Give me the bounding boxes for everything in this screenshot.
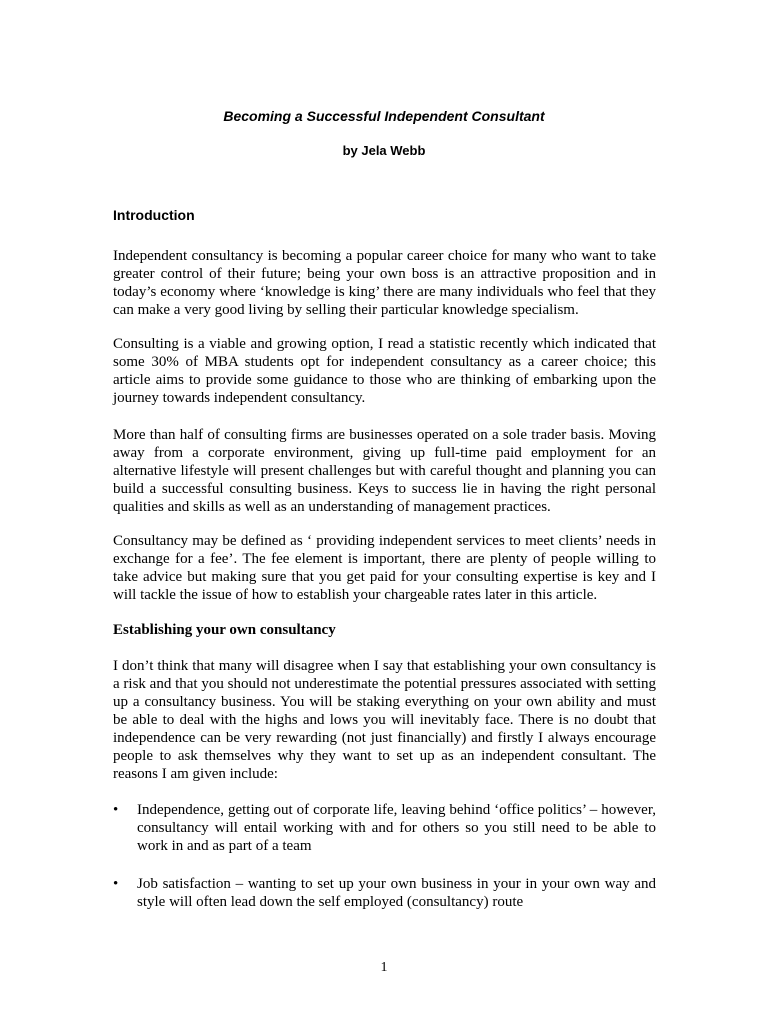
paragraph-establishing: I don’t think that many will disagree when I say that establishing your own consultancy is a risk and that you should not underestimate the potential pressures associated with setting up a consultancy business. You will be staking everything on your own ability and must be able to deal with the highs and lows you will inevitably face. There is no doubt that independence can be very rewarding (not just financially) and firstly I always encourage people to ask themselves why they want to set up as an independent consultant. The reasons I am given include:: [113, 658, 656, 782]
document-author: by Jela Webb: [342, 143, 426, 158]
paragraph-intro-4: Consultancy may be defined as ‘ providing independent services to meet clients’ needs in exchange for a fee’. The fee element is important, there are plenty of people willing to take advice but making sure that you get paid for your consulting expertise is key and I will tackle the issue of how to establish your chargeable rates later in this article.: [113, 533, 656, 603]
bullet-text: Independence, getting out of corporate life, leaving behind ‘office politics’ – however, consultancy will entail working with and for others so you still need to be able to work in and as part of a team: [137, 802, 656, 854]
paragraph-intro-3: More than half of consulting firms are businesses operated on a sole trader basis. Moving away from a corporate environment, giving up full-time paid employment for an alternative lifestyle will present challenges but with careful thought and planning you can build a successful consulting business. Keys to success lie in having the right personal qualities and skills as well as an understanding of management practices.: [113, 427, 656, 515]
bullet-item-independence: [113, 801, 656, 855]
bullet-text: Job satisfaction – wanting to set up your own business in your in your own way and style will often lead down the self employed (consultancy) route: [137, 876, 656, 910]
bullet-icon: •: [113, 876, 119, 892]
introduction-heading: Introduction: [113, 207, 195, 223]
bullet-icon: •: [113, 802, 119, 818]
paragraph-intro-2: Consulting is a viable and growing option, I read a statistic recently which indicated that some 30% of MBA students opt for independent consultancy as a career choice; this article aims to provide some guidance to those who are thinking of embarking upon the journey towards independent consultancy.: [113, 336, 656, 406]
bullet-item-job-satisfaction: [113, 875, 656, 911]
page-number: 1: [380, 960, 388, 975]
section-heading-establishing: Establishing your own consultancy: [113, 622, 336, 638]
document-title: Becoming a Successful Independent Consultant: [223, 108, 545, 124]
paragraph-intro-1: Independent consultancy is becoming a popular career choice for many who want to take greater control of their future; being your own boss is an attractive proposition and in today’s economy where ‘knowledge is king’ there are many individuals who feel that they can make a very good living by selling their particular knowledge specialism.: [113, 248, 656, 318]
